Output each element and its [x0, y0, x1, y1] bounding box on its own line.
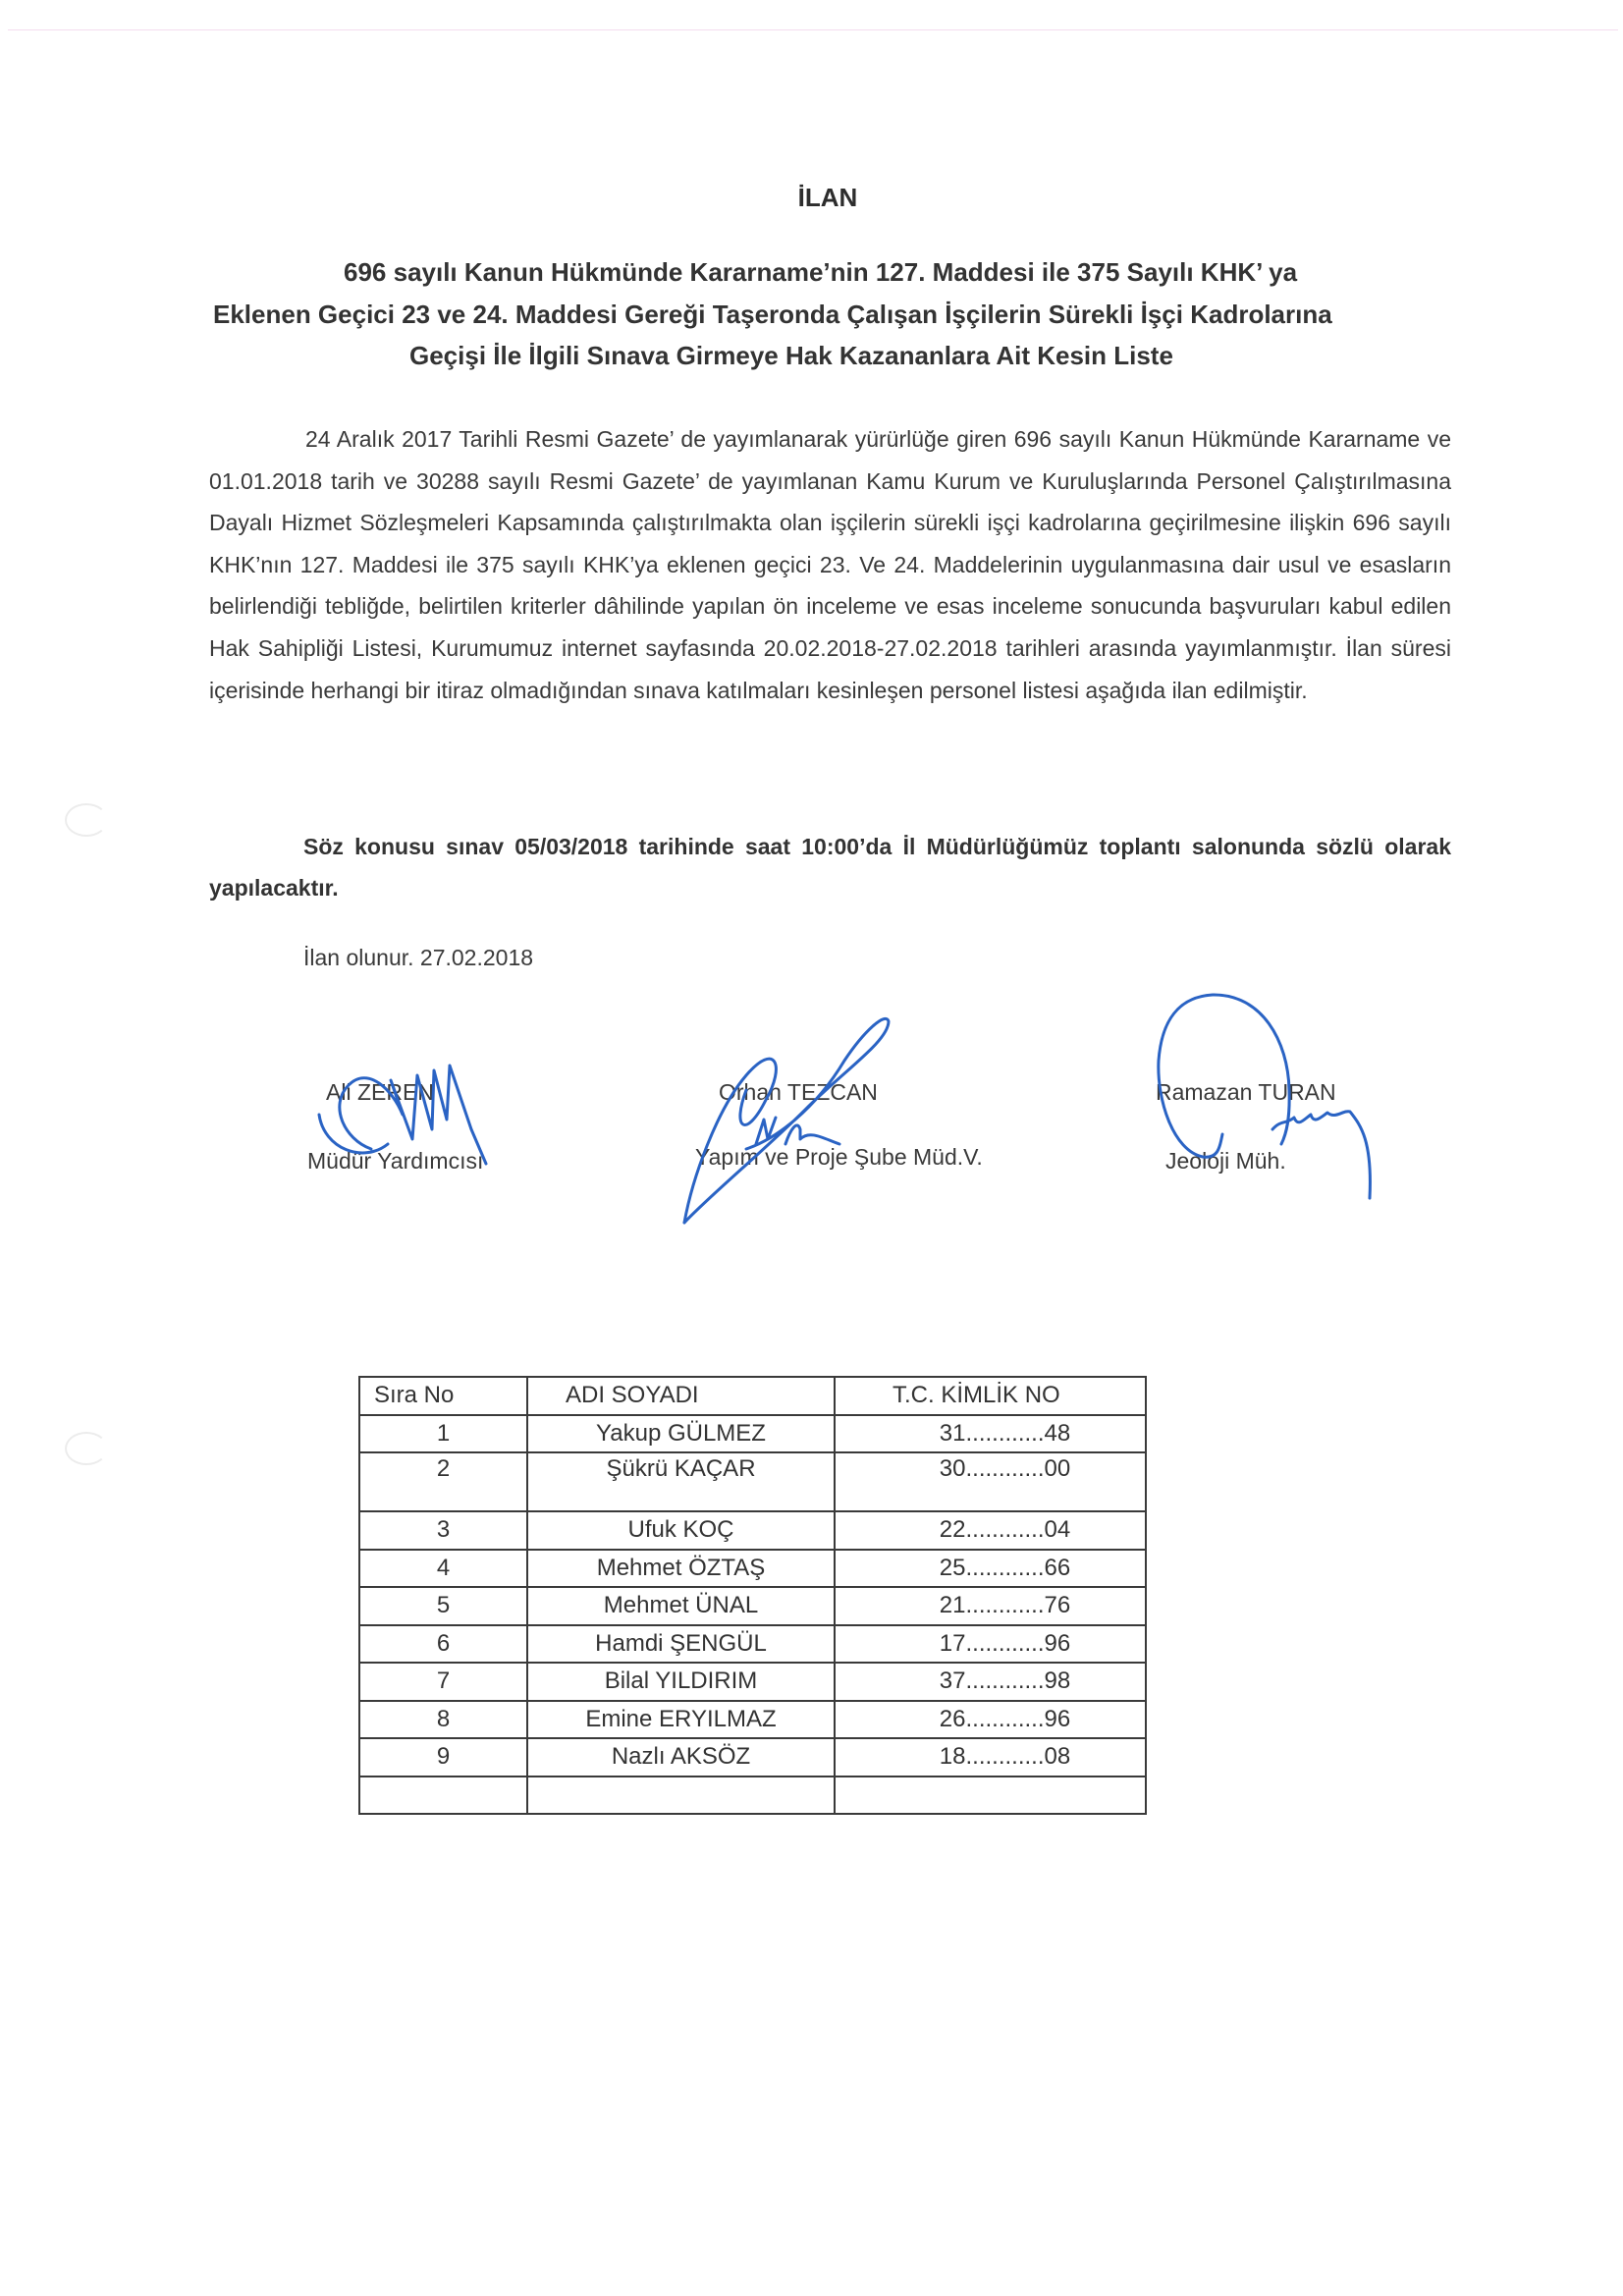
heading-line-3: Geçişi İle İlgili Sınava Girmeye Hak Kazananlara Ait Kesin Liste — [409, 341, 1173, 370]
cell-no: 2 — [359, 1452, 527, 1511]
body-paragraph — [209, 418, 1451, 711]
cell-name — [527, 1777, 835, 1815]
cell-no: 6 — [359, 1625, 527, 1664]
cell-tc: 31............48 — [835, 1415, 1146, 1453]
table-row — [359, 1452, 1146, 1511]
table-row — [359, 1738, 1146, 1777]
heading-line-2: Eklenen Geçici 23 ve 24. Maddesi Gereği Taşeronda Çalışan İşçilerin Sürekli İşçi Kadrolarına — [213, 300, 1332, 329]
cell-tc: 18............08 — [835, 1738, 1146, 1777]
cell-tc: 26............96 — [835, 1701, 1146, 1739]
cell-tc: 22............04 — [835, 1511, 1146, 1550]
cell-no: 5 — [359, 1587, 527, 1625]
signature-orhan-tezcan-initials — [756, 1118, 839, 1144]
cell-no: 9 — [359, 1738, 527, 1777]
signatory-1-name: Ali ZEREN — [326, 1079, 434, 1105]
signatory-3-role: Jeoloji Müh. — [1165, 1148, 1286, 1174]
body-paragraph-text: 24 Aralık 2017 Tarihli Resmi Gazete’ de yayımlanarak yürürlüğe giren 696 sayılı Kanun Hükmünde Kararname ve 01.01.2018 tarih ve 30288 sayılı Resmi Gazete’ de yayımlanan Kamu Kurum ve Kuruluşlarında Personel Çalıştırılmasına Dayalı Hizmet Sözleşmeleri Kapsamında çalıştırılmakta olan işçilerin sürekli işçi kadrolarına geçirilmesine ilişkin 696 sayılı KHK’nın 127. Maddesi ile 375 sayılı KHK’ya eklenen geçici 23. Ve 24. Maddelerinin uygulanmasına dair usul ve esasların belirlendiği tebliğde, belirtilen kriterler dâhilinde yapılan ön inceleme ve esas inceleme sonucunda başvuruları kabul edilen Hak Sahipliği Listesi, Kurumumuz internet sayfasında 20.02.2018-27.02.2018 tarihleri arasında yayımlanmıştır. İlan süresi içerisinde herhangi bir itiraz olmadığından sınava katılmaları kesinleşen personel listesi aşağıda ilan edilmiştir. — [209, 426, 1451, 703]
cell-no — [359, 1777, 527, 1815]
punch-hole-mark — [65, 1432, 108, 1465]
cell-name: Bilal YILDIRIM — [527, 1663, 835, 1701]
exam-notice — [209, 826, 1451, 908]
table-row — [359, 1663, 1146, 1701]
table-header-row — [359, 1377, 1146, 1415]
table-row — [359, 1550, 1146, 1588]
table-row — [359, 1415, 1146, 1453]
cell-tc: 37............98 — [835, 1663, 1146, 1701]
cell-no: 4 — [359, 1550, 527, 1588]
cell-no: 8 — [359, 1701, 527, 1739]
signature-ramazan-turan-tail — [1272, 1112, 1370, 1198]
candidate-table — [358, 1376, 1147, 1815]
table-row — [359, 1625, 1146, 1664]
cell-tc: 25............66 — [835, 1550, 1146, 1588]
cell-name: Ufuk KOÇ — [527, 1511, 835, 1550]
cell-name: Şükrü KAÇAR — [527, 1452, 835, 1511]
cell-no: 7 — [359, 1663, 527, 1701]
scan-artifact-line — [8, 29, 1618, 30]
cell-tc: 30............00 — [835, 1452, 1146, 1511]
cell-tc: 17............96 — [835, 1625, 1146, 1664]
signatory-2-name: Orhan TEZCAN — [719, 1079, 878, 1105]
signature-ramazan-turan — [1159, 995, 1289, 1157]
table-row — [359, 1511, 1146, 1550]
punch-hole-mark — [65, 803, 108, 837]
cell-tc — [835, 1777, 1146, 1815]
page-title: İLAN — [797, 183, 858, 212]
cell-name: Emine ERYILMAZ — [527, 1701, 835, 1739]
cell-no: 3 — [359, 1511, 527, 1550]
cell-name: Nazlı AKSÖZ — [527, 1738, 835, 1777]
header-adi-soyadi: ADI SOYADI — [527, 1377, 835, 1415]
cell-name: Mehmet ÜNAL — [527, 1587, 835, 1625]
heading-line-1: 696 sayılı Kanun Hükmünde Kararname’nin 127. Maddesi ile 375 Sayılı KHK’ ya — [344, 257, 1298, 287]
cell-no: 1 — [359, 1415, 527, 1453]
table-row — [359, 1701, 1146, 1739]
signatory-1-role: Müdür Yardımcısı — [307, 1148, 484, 1174]
closing-date: İlan olunur. 27.02.2018 — [303, 945, 534, 970]
exam-notice-text: Söz konusu sınav 05/03/2018 tarihinde saat 10:00’da İl Müdürlüğümüz toplantı salonunda sözlü olarak yapılacaktır. — [209, 834, 1451, 901]
cell-name: Mehmet ÖZTAŞ — [527, 1550, 835, 1588]
header-tc-kimlik-no: T.C. KİMLİK NO — [835, 1377, 1146, 1415]
cell-name: Yakup GÜLMEZ — [527, 1415, 835, 1453]
cell-tc: 21............76 — [835, 1587, 1146, 1625]
signatory-3-name: Ramazan TURAN — [1156, 1079, 1336, 1105]
table-row — [359, 1587, 1146, 1625]
signature-orhan-tezcan-loop — [684, 1018, 889, 1223]
cell-name: Hamdi ŞENGÜL — [527, 1625, 835, 1664]
header-sira-no: Sıra No — [359, 1377, 527, 1415]
table-row-empty — [359, 1777, 1146, 1815]
signatory-2-role: Yapım ve Proje Şube Müd.V. — [695, 1144, 983, 1170]
